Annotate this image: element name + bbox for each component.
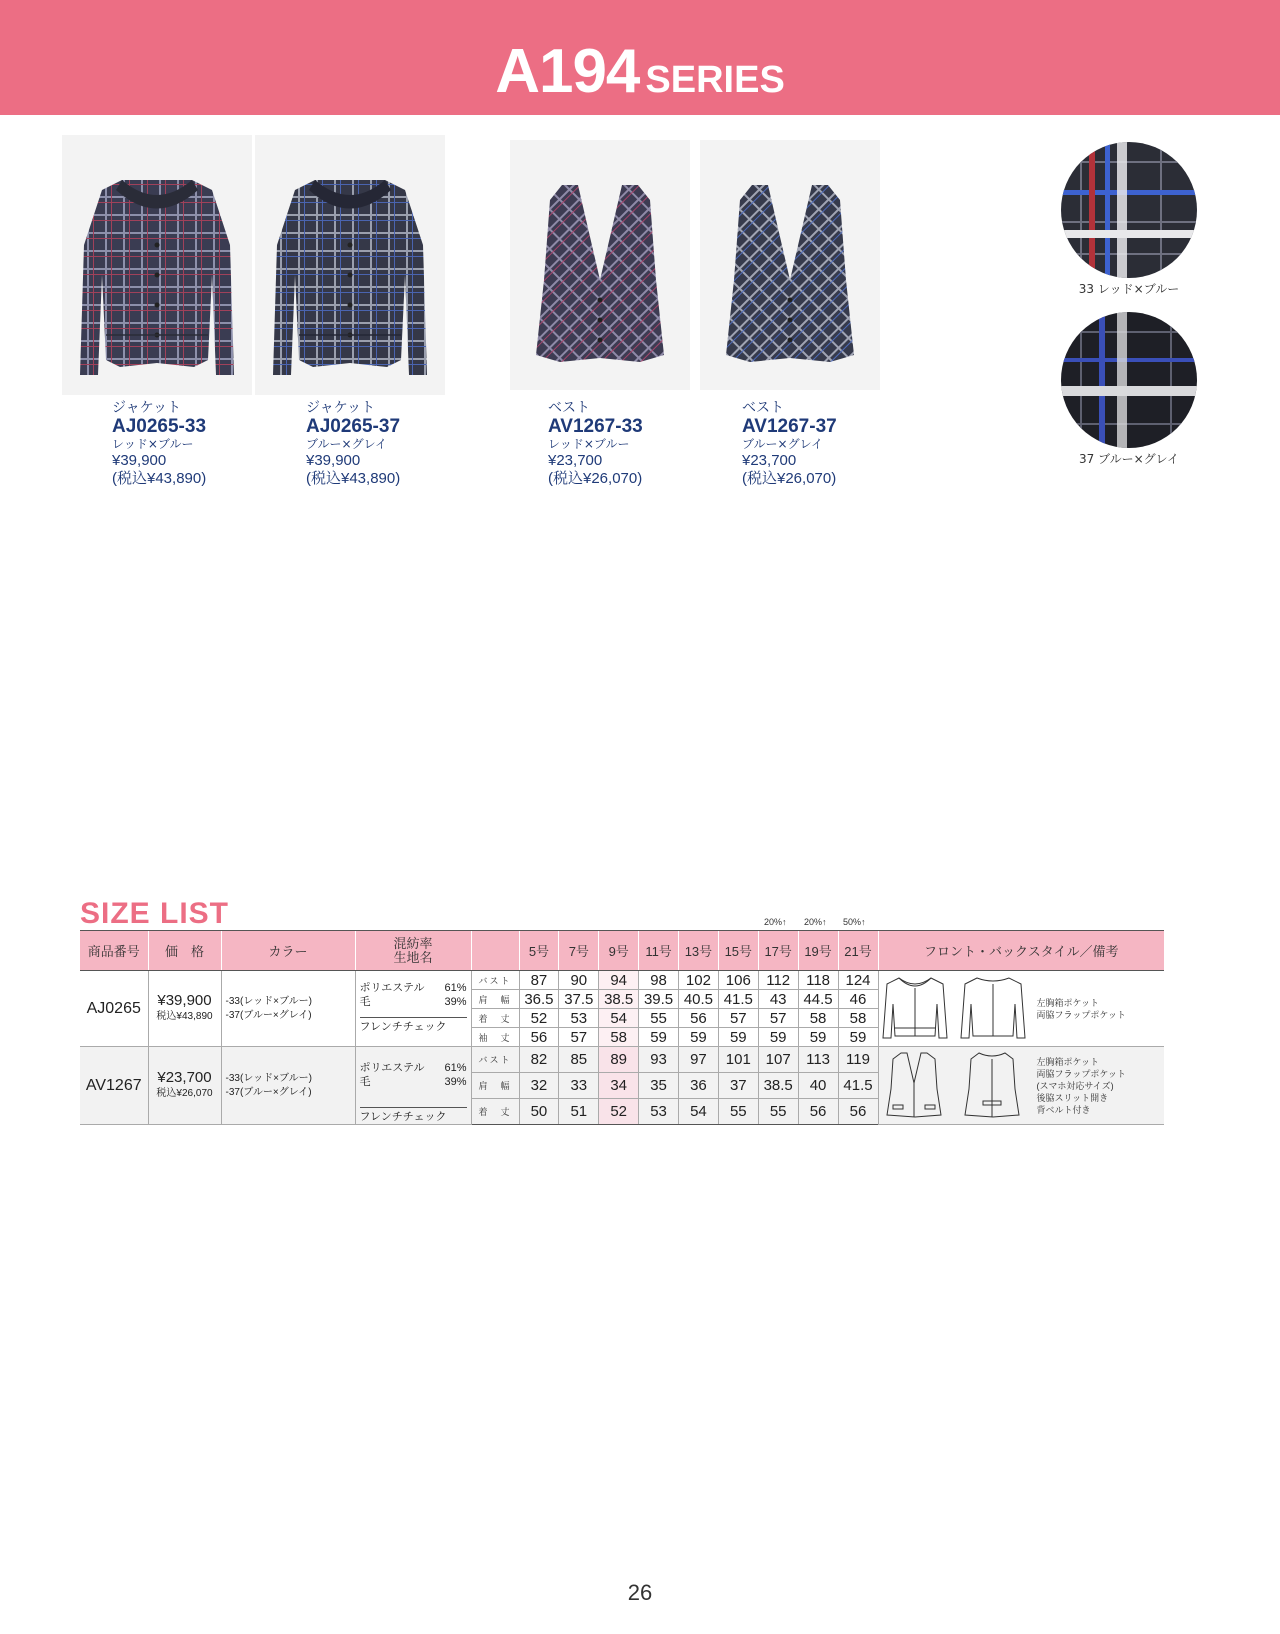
col-header-color: カラー — [221, 931, 355, 971]
size-note: 50%↑ — [843, 917, 866, 927]
size-value: 59 — [639, 1028, 679, 1047]
product-category: ベスト — [548, 400, 590, 416]
row-colors — [221, 1047, 355, 1125]
fabric-swatch-blue-grey — [1061, 312, 1197, 448]
product-price: ¥23,700 — [548, 452, 603, 469]
measure-label: バスト — [471, 971, 519, 990]
col-header-material — [355, 931, 471, 971]
col-header-size: 5号 — [519, 931, 559, 971]
jacket-front-back-drawing — [879, 972, 1029, 1046]
product-category: ジャケット — [112, 400, 182, 416]
size-value: 56 — [679, 1009, 719, 1028]
product-card — [548, 400, 738, 488]
style-note: 後脇スリット開き — [1036, 1092, 1109, 1103]
size-value: 41.5 — [838, 1073, 878, 1099]
size-value: 39.5 — [639, 990, 679, 1009]
size-value: 82 — [519, 1047, 559, 1073]
measure-label: 肩 幅 — [471, 1073, 519, 1099]
size-value: 85 — [559, 1047, 599, 1073]
product-color: ブルー×グレイ — [742, 437, 823, 451]
size-value: 98 — [639, 971, 679, 990]
row-color-item: -33(レッド×ブルー) — [225, 1072, 312, 1084]
size-value: 59 — [838, 1028, 878, 1047]
product-card — [306, 400, 496, 488]
size-value: 55 — [758, 1099, 798, 1125]
style-box — [879, 972, 1165, 1046]
style-note: (スマホ対応サイズ) — [1036, 1080, 1114, 1091]
product-code: AJ0265-33 — [112, 416, 207, 437]
size-value: 52 — [519, 1009, 559, 1028]
row-material — [355, 1047, 471, 1125]
size-value: 46 — [838, 990, 878, 1009]
size-value: 37 — [718, 1073, 758, 1099]
product-code: AV1267-33 — [548, 416, 643, 437]
series-word: SERIES — [645, 59, 785, 101]
swatch-label: 37 ブルー×グレイ — [1078, 452, 1180, 466]
size-value: 58 — [798, 1009, 838, 1028]
size-value: 59 — [718, 1028, 758, 1047]
size-value: 107 — [758, 1047, 798, 1073]
row-tax-price: 税込¥26,070 — [156, 1087, 213, 1099]
size-value: 37.5 — [559, 990, 599, 1009]
size-value: 97 — [679, 1047, 719, 1073]
size-value: 112 — [758, 971, 798, 990]
size-value: 44.5 — [798, 990, 838, 1009]
size-value: 52 — [599, 1099, 639, 1125]
page-header — [0, 0, 1280, 115]
measure-label: 肩 幅 — [471, 990, 519, 1009]
fabric-name: フレンチチェック — [360, 1107, 467, 1124]
row-color-item: -37(ブルー×グレイ) — [225, 1009, 312, 1021]
row-color-item: -37(ブルー×グレイ) — [225, 1086, 312, 1098]
product-category: ジャケット — [306, 400, 376, 416]
style-note: 背ベルト付き — [1036, 1104, 1091, 1115]
size-value: 56 — [519, 1028, 559, 1047]
size-value: 101 — [718, 1047, 758, 1073]
material-pct: 39% — [444, 1076, 467, 1088]
product-tax-price: (税込¥43,890) — [306, 470, 401, 487]
size-value: 40.5 — [679, 990, 719, 1009]
jacket-red-blue-photo — [62, 135, 252, 395]
style-notes — [1037, 997, 1126, 1021]
col-header-size: 15号 — [718, 931, 758, 971]
size-value: 36 — [679, 1073, 719, 1099]
size-value: 118 — [798, 971, 838, 990]
row-color-item: -33(レッド×ブルー) — [225, 995, 312, 1007]
size-value: 59 — [798, 1028, 838, 1047]
fabric-name: フレンチチェック — [360, 1017, 467, 1034]
col-header-material-1: 混紡率 — [393, 935, 433, 951]
size-value: 59 — [679, 1028, 719, 1047]
col-header-style: フロント・バックスタイル／備考 — [878, 931, 1164, 971]
series-code: A194 — [495, 37, 640, 106]
size-value: 56 — [798, 1099, 838, 1125]
col-header-code: 商品番号 — [80, 931, 148, 971]
size-table — [80, 930, 1164, 1125]
style-box — [879, 1049, 1165, 1123]
size-value: 55 — [718, 1099, 758, 1125]
size-value: 43 — [758, 990, 798, 1009]
size-value: 124 — [838, 971, 878, 990]
size-value: 32 — [519, 1073, 559, 1099]
size-value: 41.5 — [718, 990, 758, 1009]
material-name: 毛 — [359, 996, 371, 1008]
style-note: 左胸箱ポケット — [1036, 997, 1100, 1008]
table-row — [80, 971, 1164, 990]
vest-red-blue-photo — [510, 140, 690, 390]
col-header-size: 19号 — [798, 931, 838, 971]
material-pct: 61% — [444, 1062, 467, 1074]
measure-label: 着 丈 — [471, 1099, 519, 1125]
product-color: レッド×ブルー — [112, 437, 194, 451]
material-name: ポリエステル — [359, 982, 425, 994]
size-value: 93 — [639, 1047, 679, 1073]
size-value: 34 — [599, 1073, 639, 1099]
fabric-swatch-red-blue — [1061, 142, 1197, 278]
size-note: 20%↑ — [804, 917, 827, 927]
series-title — [0, 36, 1280, 107]
row-price — [148, 971, 221, 1047]
size-value: 33 — [559, 1073, 599, 1099]
size-value: 102 — [679, 971, 719, 990]
row-material — [355, 971, 471, 1047]
product-tax-price: (税込¥43,890) — [112, 470, 207, 487]
col-header-size: 13号 — [679, 931, 719, 971]
material-line — [360, 1061, 467, 1075]
measure-label: 着 丈 — [471, 1009, 519, 1028]
row-price-value: ¥23,700 — [157, 1068, 212, 1086]
col-header-price: 価 格 — [148, 931, 221, 971]
size-value: 90 — [559, 971, 599, 990]
size-value: 55 — [639, 1009, 679, 1028]
product-tax-price: (税込¥26,070) — [742, 470, 837, 487]
size-value: 35 — [639, 1073, 679, 1099]
size-value: 53 — [559, 1009, 599, 1028]
row-price-value: ¥39,900 — [157, 991, 212, 1009]
product-card — [112, 400, 302, 488]
product-price: ¥23,700 — [742, 452, 797, 469]
size-value: 58 — [599, 1028, 639, 1047]
col-header-material-2: 生地名 — [393, 949, 433, 965]
product-color: ブルー×グレイ — [306, 437, 387, 451]
material-pct: 61% — [444, 982, 467, 994]
size-value: 89 — [599, 1047, 639, 1073]
measure-label: 袖 丈 — [471, 1028, 519, 1047]
material-line — [360, 1075, 467, 1089]
product-tax-price: (税込¥26,070) — [548, 470, 643, 487]
material-pct: 39% — [444, 996, 467, 1008]
measure-label: バスト — [471, 1047, 519, 1073]
size-value: 38.5 — [758, 1073, 798, 1099]
size-value: 94 — [599, 971, 639, 990]
size-value: 38.5 — [599, 990, 639, 1009]
size-value: 106 — [718, 971, 758, 990]
row-style — [878, 971, 1164, 1047]
size-value: 54 — [679, 1099, 719, 1125]
swatch-label: 33 レッド×ブルー — [1078, 282, 1180, 296]
col-header-size: 17号 — [758, 931, 798, 971]
product-category: ベスト — [742, 400, 784, 416]
style-note: 両脇フラップポケット — [1036, 1068, 1126, 1079]
size-value: 40 — [798, 1073, 838, 1099]
material-name: 毛 — [359, 1076, 371, 1088]
material-line — [360, 981, 467, 995]
row-code: AJ0265 — [80, 971, 148, 1047]
size-value: 57 — [758, 1009, 798, 1028]
size-value: 36.5 — [519, 990, 559, 1009]
table-row — [80, 1047, 1164, 1073]
size-value: 57 — [718, 1009, 758, 1028]
material-line — [360, 995, 467, 1009]
product-code: AJ0265-37 — [306, 416, 401, 437]
vest-blue-grey-photo — [700, 140, 880, 390]
row-colors — [221, 971, 355, 1047]
size-value: 59 — [758, 1028, 798, 1047]
vest-front-back-drawing — [879, 1049, 1029, 1123]
size-note: 20%↑ — [764, 917, 787, 927]
col-header-size: 9号 — [599, 931, 639, 971]
product-code: AV1267-37 — [742, 416, 837, 437]
col-header-size: 7号 — [559, 931, 599, 971]
size-value: 50 — [519, 1099, 559, 1125]
product-color: レッド×ブルー — [548, 437, 630, 451]
material-name: ポリエステル — [359, 1062, 425, 1074]
row-code: AV1267 — [80, 1047, 148, 1125]
size-value: 113 — [798, 1047, 838, 1073]
size-value: 57 — [559, 1028, 599, 1047]
product-price: ¥39,900 — [306, 452, 361, 469]
size-value: 53 — [639, 1099, 679, 1125]
product-card — [742, 400, 932, 488]
col-header-size: 21号 — [838, 931, 878, 971]
style-note: 左胸箱ポケット — [1036, 1056, 1100, 1067]
size-value: 54 — [599, 1009, 639, 1028]
size-value: 51 — [559, 1099, 599, 1125]
size-list-title: SIZE LIST — [80, 897, 230, 930]
style-note: 両脇フラップポケット — [1036, 1009, 1126, 1020]
product-price: ¥39,900 — [112, 452, 167, 469]
size-value: 87 — [519, 971, 559, 990]
page-number: 26 — [627, 1580, 653, 1605]
row-price — [148, 1047, 221, 1125]
col-header-measure — [471, 931, 519, 971]
size-value: 58 — [838, 1009, 878, 1028]
style-notes — [1037, 1056, 1126, 1116]
jacket-blue-grey-photo — [255, 135, 445, 395]
row-style — [878, 1047, 1164, 1125]
size-value: 56 — [838, 1099, 878, 1125]
size-value: 119 — [838, 1047, 878, 1073]
row-tax-price: 税込¥43,890 — [156, 1010, 213, 1022]
col-header-size: 11号 — [639, 931, 679, 971]
